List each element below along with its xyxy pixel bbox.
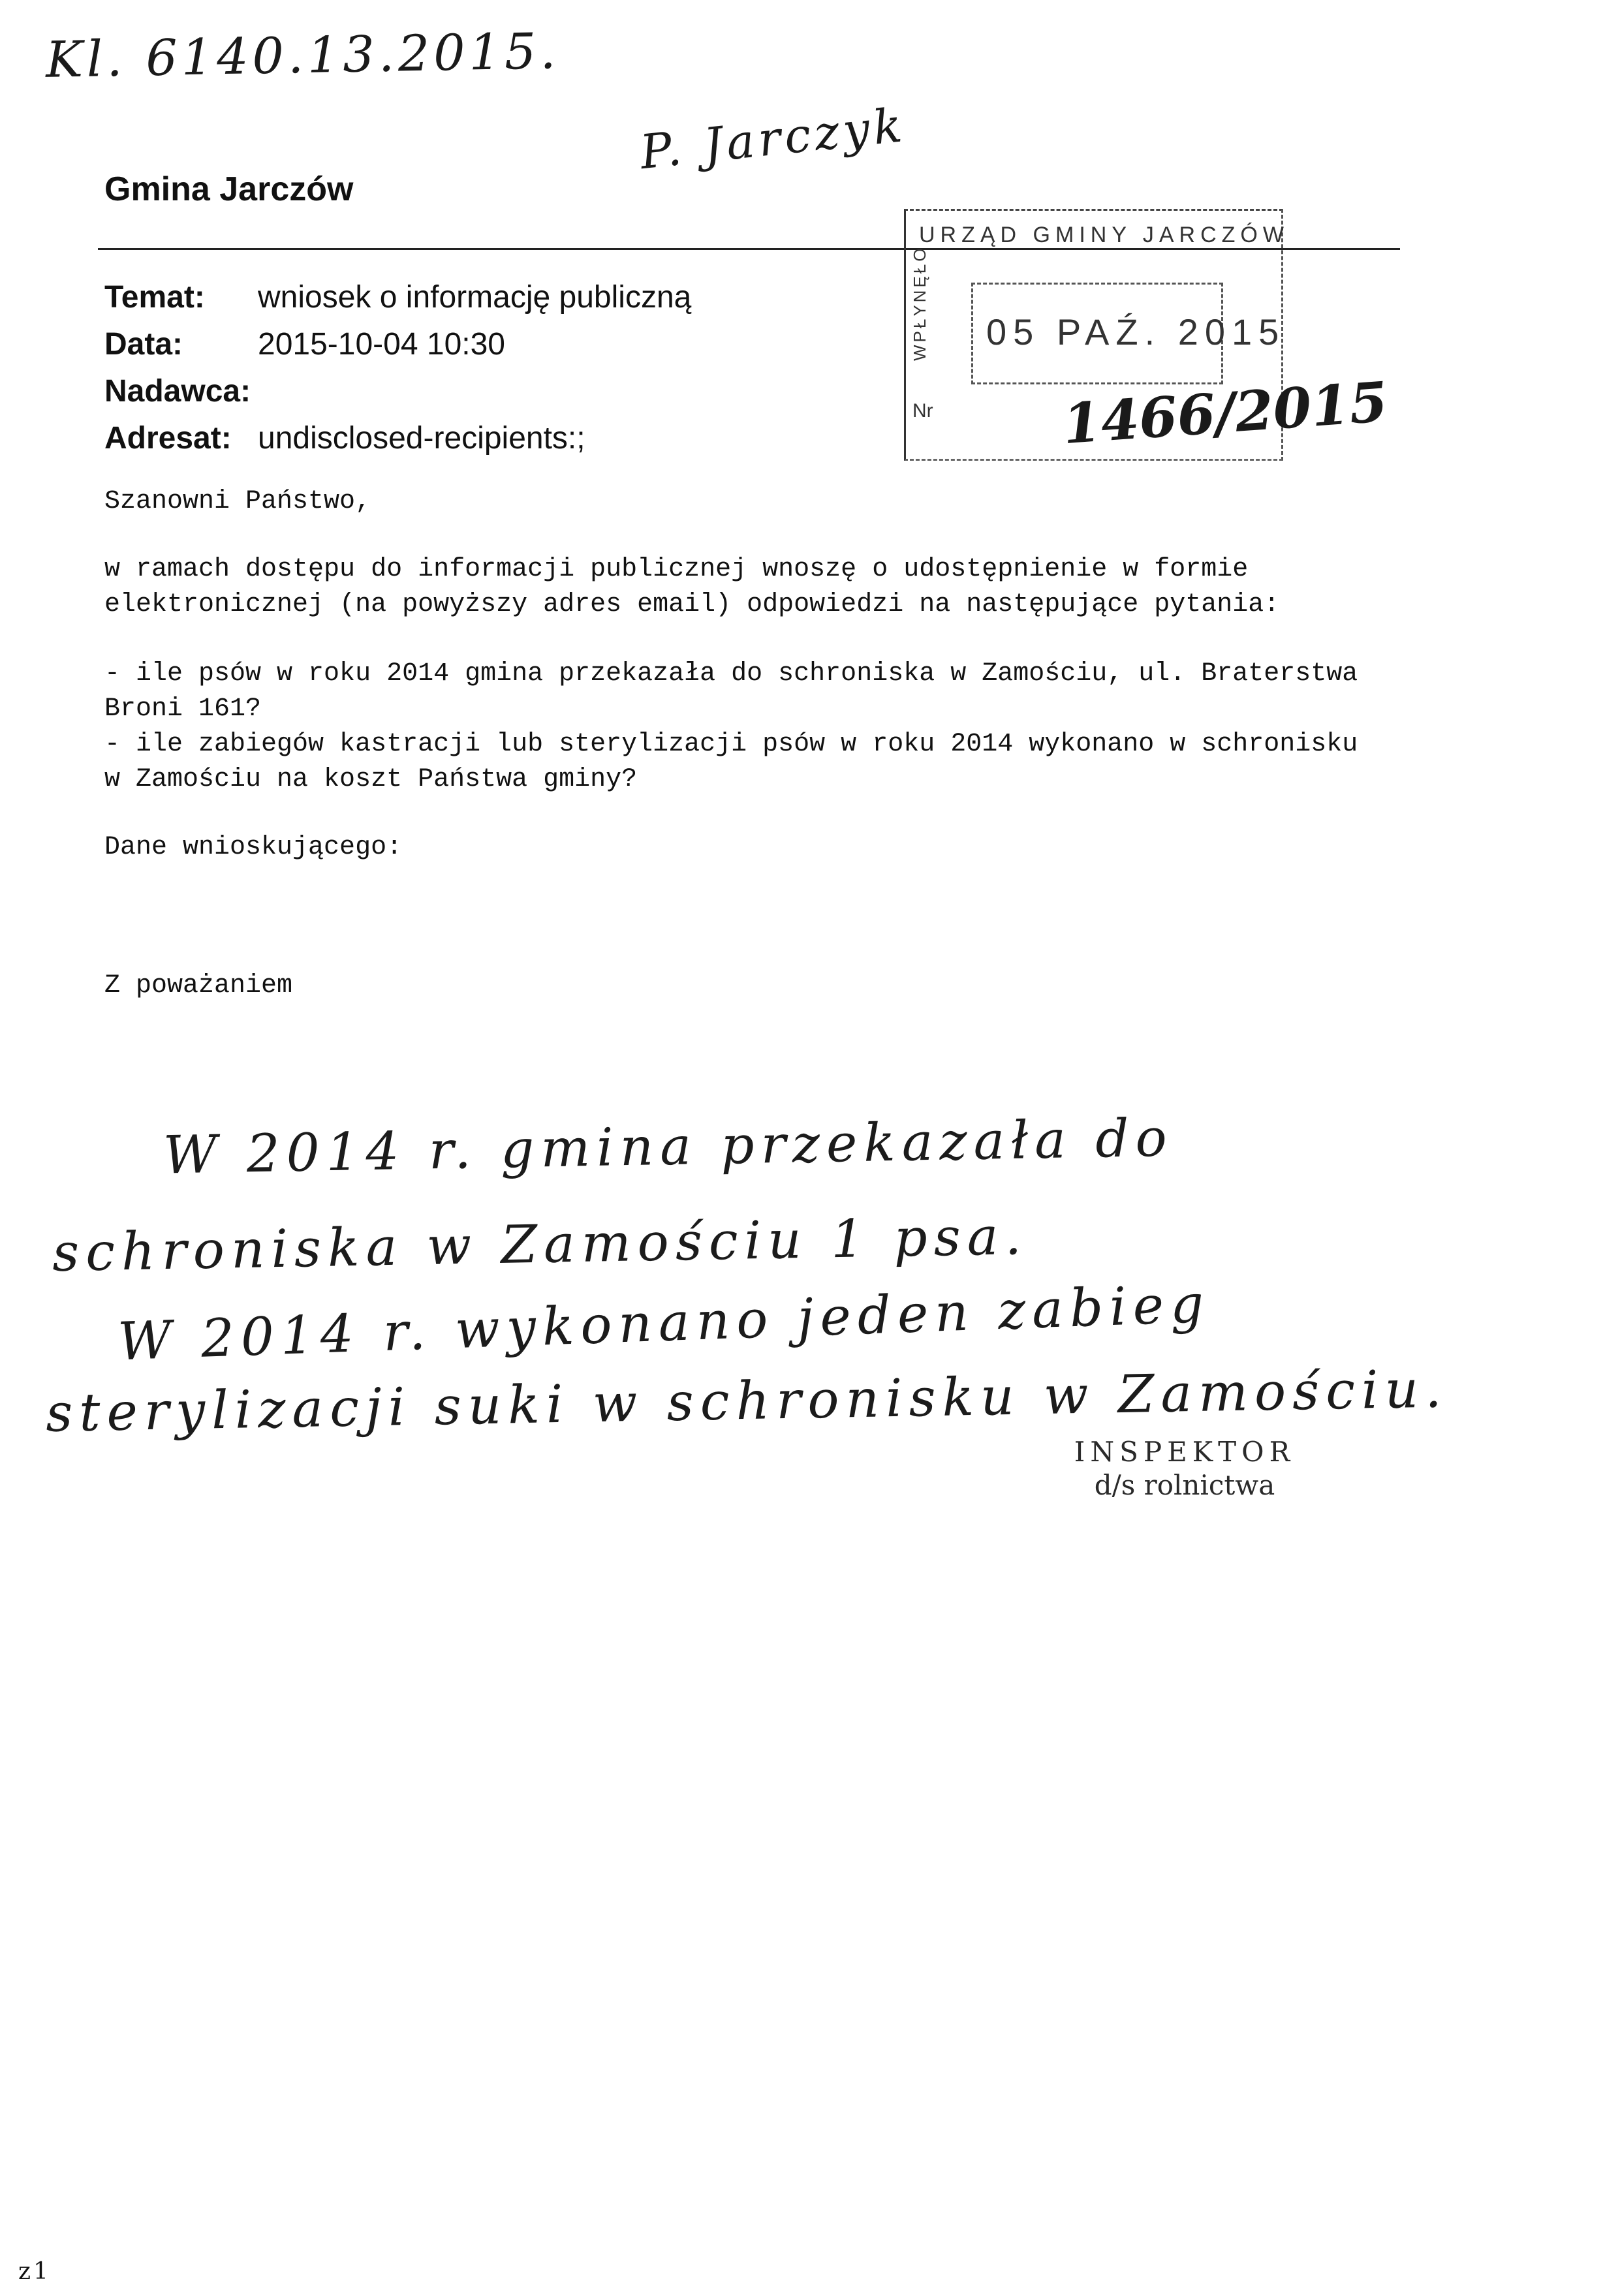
page-title: Gmina Jarczów: [104, 170, 354, 208]
letter-question-2: - ile zabiegów kastracji lub sterylizacji psów w roku 2014 wykonano w schronisku w Zamościu na koszt Państwa gminy?: [104, 730, 1358, 794]
registry-stamp: [904, 209, 1390, 461]
letter-intro: w ramach dostępu do informacji publicznej wnoszę o udostępnienie w formie elektronicznej (na powyższy adres email) odpowiedzi na następujące pytania:: [104, 555, 1280, 619]
inspector-title: INSPEKTOR: [1074, 1436, 1296, 1468]
stamp-received-label: WPŁYNĘŁO: [910, 245, 929, 361]
stamp-registry-number: 1466/2015: [1061, 369, 1390, 457]
handwritten-answer-line: W 2014 r. wykonano jeden zabieg: [116, 1273, 1211, 1373]
handwritten-reference-number: Kl. 6140.13.2015.: [45, 22, 561, 89]
letter-body: [104, 484, 1540, 1004]
sender-label: Nadawca:: [104, 374, 251, 409]
subject-row: [104, 274, 691, 321]
stamp-number-label: Nr: [912, 400, 933, 422]
handwritten-answer-line: W 2014 r. gmina przekazała do: [163, 1107, 1174, 1186]
handwritten-initials: P. Jarczyk: [637, 97, 909, 180]
letter-closing: Z poważaniem: [104, 971, 293, 1001]
subject-label: Temat:: [104, 280, 205, 315]
recipient-value: undisclosed-recipients:;: [258, 421, 585, 456]
email-metadata: [104, 274, 691, 462]
stamp-date-box: [971, 283, 1286, 384]
handwritten-answer-line: sterylizacji suki w schronisku w Zamościu.: [45, 1358, 1449, 1444]
date-row: [104, 321, 691, 368]
stamp-office-name: URZĄD GMINY JARCZÓW: [919, 223, 1289, 247]
date-label: Data:: [104, 327, 183, 362]
inspector-department: d/s rolnictwa: [1094, 1469, 1275, 1501]
handwritten-answer-line: schroniska w Zamościu 1 psa.: [52, 1205, 1029, 1284]
letter-applicant-label: Dane wnioskującego:: [104, 833, 403, 862]
inspector-stamp: [1061, 1436, 1309, 1501]
recipient-row: [104, 415, 691, 462]
page-mark: z1: [18, 2258, 51, 2285]
subject-value: wniosek o informację publiczną: [258, 280, 692, 315]
letter-question-1: - ile psów w roku 2014 gmina przekazała do schroniska w Zamościu, ul. Braterstwa Broni 161?: [104, 659, 1358, 724]
recipient-label: Adresat:: [104, 421, 232, 456]
sender-row: [104, 368, 691, 415]
stamp-date: 05 PAŹ. 2015: [986, 311, 1286, 352]
letter-greeting: Szanowni Państwo,: [104, 487, 371, 516]
date-value: 2015-10-04 10:30: [258, 327, 505, 362]
